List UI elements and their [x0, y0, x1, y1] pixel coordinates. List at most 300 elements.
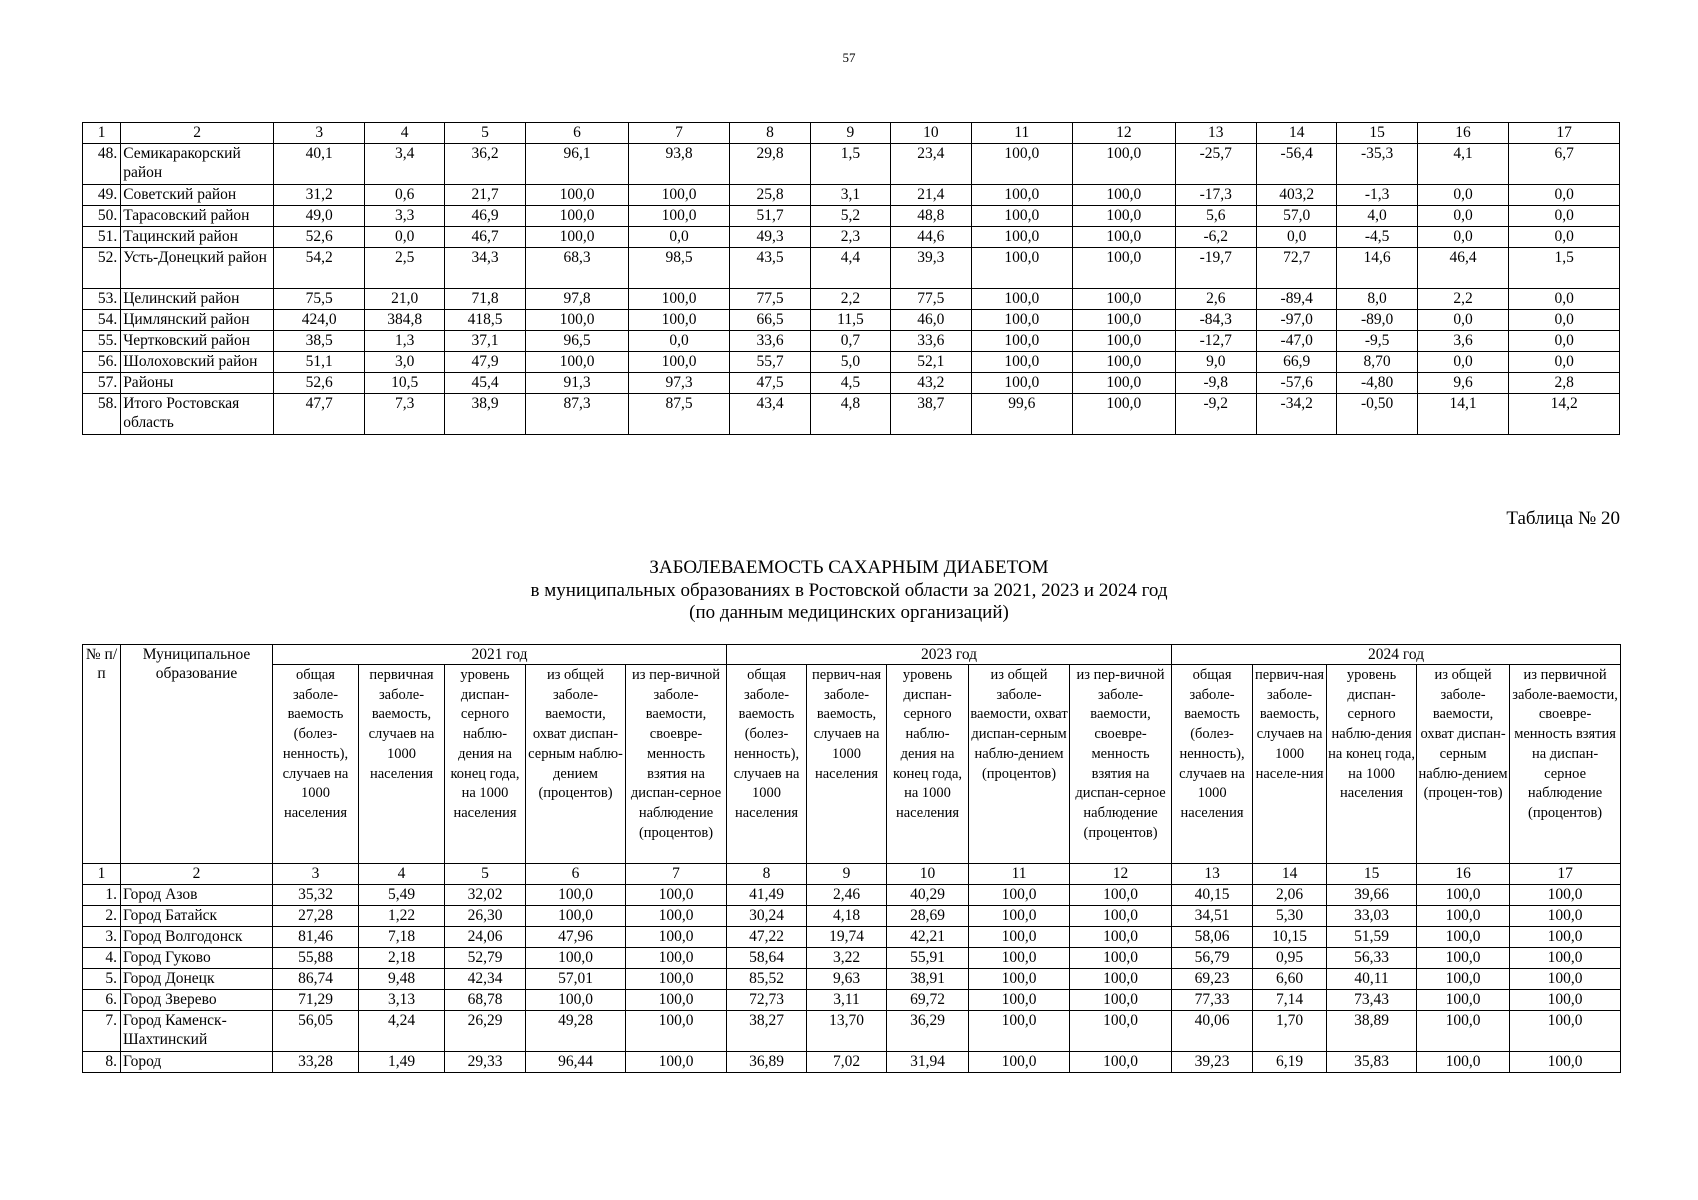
table-cell: 26,30 — [445, 906, 526, 927]
table-cell: 37,1 — [444, 331, 525, 352]
table-cell: 98,5 — [628, 248, 730, 289]
year-header: 2021 год — [273, 645, 727, 665]
table-cell: 55,88 — [273, 948, 359, 969]
table-cell: 100,0 — [971, 331, 1073, 352]
table-cell: 5,0 — [810, 352, 890, 373]
table-cell: 55,91 — [887, 948, 969, 969]
row-number: 48. — [83, 144, 121, 185]
table-cell: 6,60 — [1253, 969, 1327, 990]
table-cell: 100,0 — [1070, 1052, 1172, 1073]
table-cell: 100,0 — [626, 969, 727, 990]
table-cell: 100,0 — [969, 948, 1070, 969]
table-cell: 100,0 — [1073, 206, 1176, 227]
municipality-name: Город Каменск-Шахтинский — [121, 1011, 273, 1052]
table-cell: 100,0 — [1510, 1011, 1621, 1052]
table-row — [83, 906, 1621, 927]
table-cell: 100,0 — [971, 310, 1073, 331]
column-number: 11 — [969, 864, 1070, 885]
indicator-header: общая заболе-ваемость (болез-ненность), случаев на 1000 населения — [1172, 665, 1253, 864]
table-cell: 8,0 — [1337, 289, 1417, 310]
table-cell: 38,7 — [891, 394, 971, 435]
column-number: 8 — [730, 123, 810, 144]
column-number: 7 — [626, 864, 727, 885]
table-cell: 30,24 — [727, 906, 807, 927]
table-cell: 56,79 — [1172, 948, 1253, 969]
table-cell: 40,15 — [1172, 885, 1253, 906]
table-cell: 100,0 — [628, 352, 730, 373]
table-cell: 25,8 — [730, 185, 810, 206]
table-cell: 100,0 — [971, 289, 1073, 310]
indicator-header: из общей заболе-ваемости, охват диспан-серным наблю-дением (процентов) — [969, 665, 1070, 864]
row-number: 2. — [83, 906, 121, 927]
table-cell: 0,0 — [365, 227, 444, 248]
table-cell: 9,48 — [359, 969, 445, 990]
table-cell: 100,0 — [526, 206, 629, 227]
column-number: 16 — [1417, 864, 1510, 885]
table-cell: 46,9 — [444, 206, 525, 227]
table-cell: 100,0 — [1417, 1052, 1510, 1073]
table-cell: 100,0 — [1073, 248, 1176, 289]
table-cell: 100,0 — [971, 373, 1073, 394]
table-cell: 7,14 — [1253, 990, 1327, 1011]
table-cell: 100,0 — [1417, 885, 1510, 906]
column-number: 13 — [1172, 864, 1253, 885]
indicator-header: уровень диспан-серного наблю-дения на конец года, на 1000 населения — [887, 665, 969, 864]
row-number: 7. — [83, 1011, 121, 1052]
table-cell: 26,29 — [445, 1011, 526, 1052]
row-number: 3. — [83, 927, 121, 948]
table-cell: 58,64 — [727, 948, 807, 969]
table-cell: 4,24 — [359, 1011, 445, 1052]
table-cell: 100,0 — [1417, 927, 1510, 948]
row-number: 57. — [83, 373, 121, 394]
table-cell: -19,7 — [1175, 248, 1256, 289]
table-cell: 100,0 — [1073, 373, 1176, 394]
row-number: 53. — [83, 289, 121, 310]
table-cell: 51,7 — [730, 206, 810, 227]
table-cell: 68,78 — [445, 990, 526, 1011]
municipality-name: Итого Ростовская область — [121, 394, 274, 435]
table-cell: 49,3 — [730, 227, 810, 248]
table-cell: 100,0 — [1073, 331, 1176, 352]
table-cell: 69,23 — [1172, 969, 1253, 990]
table-cell: 424,0 — [273, 310, 364, 331]
table-cell: 100,0 — [1510, 1052, 1621, 1073]
table-row — [83, 927, 1621, 948]
municipality-name: Тацинский район — [121, 227, 274, 248]
table-cell: 91,3 — [526, 373, 629, 394]
row-number: 55. — [83, 331, 121, 352]
table-cell: 47,22 — [727, 927, 807, 948]
table-cell: 100,0 — [1070, 885, 1172, 906]
table-row — [83, 206, 1620, 227]
table-cell: 100,0 — [1070, 1011, 1172, 1052]
table-cell: 100,0 — [626, 1011, 727, 1052]
table-cell: 44,6 — [891, 227, 971, 248]
table-cell: 56,05 — [273, 1011, 359, 1052]
table-cell: 52,6 — [273, 227, 364, 248]
municipality-name: Город Гуково — [121, 948, 273, 969]
table-cell: 0,0 — [1417, 310, 1508, 331]
table-cell: 40,06 — [1172, 1011, 1253, 1052]
table-cell: 100,0 — [1070, 969, 1172, 990]
column-number-row — [83, 123, 1620, 144]
table-cell: 51,1 — [273, 352, 364, 373]
table-cell: 2,5 — [365, 248, 444, 289]
column-number: 15 — [1337, 123, 1417, 144]
table-cell: 403,2 — [1257, 185, 1337, 206]
row-number: 6. — [83, 990, 121, 1011]
year-header: 2023 год — [727, 645, 1172, 665]
table-cell: 100,0 — [1417, 969, 1510, 990]
table-cell: 100,0 — [626, 948, 727, 969]
table-cell: 49,28 — [526, 1011, 626, 1052]
table-cell: 56,33 — [1327, 948, 1417, 969]
column-number: 3 — [273, 123, 364, 144]
municipality-name: Районы — [121, 373, 274, 394]
table-cell: 9,63 — [807, 969, 887, 990]
row-number: 1. — [83, 885, 121, 906]
column-number: 3 — [273, 864, 359, 885]
table-cell: 0,0 — [1509, 185, 1620, 206]
table-cell: 77,5 — [891, 289, 971, 310]
table-row — [83, 310, 1620, 331]
table-cell: 81,46 — [273, 927, 359, 948]
table-cell: 100,0 — [626, 1052, 727, 1073]
municipality-name: Шолоховский район — [121, 352, 274, 373]
table-cell: 6,19 — [1253, 1052, 1327, 1073]
table-cell: 58,06 — [1172, 927, 1253, 948]
column-number: 5 — [445, 864, 526, 885]
table-cell: 7,18 — [359, 927, 445, 948]
table-cell: 24,06 — [445, 927, 526, 948]
table-cell: 100,0 — [626, 990, 727, 1011]
municipality-name: Город Азов — [121, 885, 273, 906]
table-cell: -9,5 — [1337, 331, 1417, 352]
table-cell: 40,1 — [273, 144, 364, 185]
table-cell: 4,4 — [810, 248, 890, 289]
indicator-header: первич-ная заболе-ваемость, случаев на 1000 населения — [807, 665, 887, 864]
municipality-name: Целинский район — [121, 289, 274, 310]
municipality-name: Чертковский район — [121, 331, 274, 352]
column-number: 13 — [1175, 123, 1256, 144]
table-cell: -4,5 — [1337, 227, 1417, 248]
table-cell: 100,0 — [1510, 948, 1621, 969]
row-number: 50. — [83, 206, 121, 227]
table-cell: 28,69 — [887, 906, 969, 927]
table-cell: 99,6 — [971, 394, 1073, 435]
column-number: 5 — [444, 123, 525, 144]
table-label: Таблица № 20 — [1506, 508, 1620, 529]
table-cell: 6,7 — [1509, 144, 1620, 185]
table-cell: 384,8 — [365, 310, 444, 331]
table-cell: -25,7 — [1175, 144, 1256, 185]
table-cell: 418,5 — [444, 310, 525, 331]
table-row — [83, 373, 1620, 394]
table-subtitle: в муниципальных образованиях в Ростовской области за 2021, 2023 и 2024 год — [530, 580, 1168, 601]
row-number: 5. — [83, 969, 121, 990]
table-row — [83, 227, 1620, 248]
table-cell: 100,0 — [969, 927, 1070, 948]
table-cell: 85,52 — [727, 969, 807, 990]
table-cell: 9,0 — [1175, 352, 1256, 373]
indicator-header: первичная заболе-ваемость, случаев на 1000 населения — [359, 665, 445, 864]
indicator-header: из пер-вичной заболе-ваемости, своевре-менность взятия на диспан-серное наблюдение (процентов) — [626, 665, 727, 864]
table-cell: 100,0 — [1510, 927, 1621, 948]
table-cell: 100,0 — [971, 185, 1073, 206]
table-cell: 100,0 — [969, 990, 1070, 1011]
table-cell: 3,4 — [365, 144, 444, 185]
table-cell: 0,0 — [1509, 310, 1620, 331]
table-cell: 100,0 — [628, 310, 730, 331]
table-cell: 100,0 — [628, 185, 730, 206]
table-cell: 52,79 — [445, 948, 526, 969]
column-number: 15 — [1327, 864, 1417, 885]
table-cell: 47,9 — [444, 352, 525, 373]
table-cell: 3,22 — [807, 948, 887, 969]
table-cell: 96,5 — [526, 331, 629, 352]
table-cell: 100,0 — [626, 906, 727, 927]
table-cell: 43,2 — [891, 373, 971, 394]
row-number: 58. — [83, 394, 121, 435]
row-number: 52. — [83, 248, 121, 289]
table-cell: 1,5 — [810, 144, 890, 185]
table-cell: 1,5 — [1509, 248, 1620, 289]
table-cell: 10,15 — [1253, 927, 1327, 948]
table-row — [83, 394, 1620, 435]
table-cell: 100,0 — [526, 352, 629, 373]
table-cell: 100,0 — [969, 1052, 1070, 1073]
table-cell: 75,5 — [273, 289, 364, 310]
table-cell: -57,6 — [1257, 373, 1337, 394]
table-cell: 2,6 — [1175, 289, 1256, 310]
table-row — [83, 990, 1621, 1011]
table-cell: 69,72 — [887, 990, 969, 1011]
table-cell: 100,0 — [1417, 990, 1510, 1011]
indicator-header: общая заболе-ваемость (болез-ненность), случаев на 1000 населения — [273, 665, 359, 864]
table-cell: -89,0 — [1337, 310, 1417, 331]
table-cell: 21,0 — [365, 289, 444, 310]
table-row — [83, 352, 1620, 373]
table-cell: 41,49 — [727, 885, 807, 906]
table-cell: 4,18 — [807, 906, 887, 927]
table-cell: -9,8 — [1175, 373, 1256, 394]
table-cell: -1,3 — [1337, 185, 1417, 206]
table-cell: 7,3 — [365, 394, 444, 435]
table-cell: 100,0 — [971, 227, 1073, 248]
table-cell: 100,0 — [1417, 948, 1510, 969]
table-cell: 0,6 — [365, 185, 444, 206]
table-cell: 100,0 — [1510, 885, 1621, 906]
table-cell: 0,0 — [1509, 206, 1620, 227]
table-cell: -84,3 — [1175, 310, 1256, 331]
table-cell: 100,0 — [526, 948, 626, 969]
table-cell: 47,7 — [273, 394, 364, 435]
column-number: 12 — [1070, 864, 1172, 885]
table-cell: 21,4 — [891, 185, 971, 206]
column-number: 10 — [891, 123, 971, 144]
table-cell: 97,3 — [628, 373, 730, 394]
table-cell: 3,1 — [810, 185, 890, 206]
table-cell: 100,0 — [971, 144, 1073, 185]
column-number: 9 — [810, 123, 890, 144]
table-cell: 42,21 — [887, 927, 969, 948]
table-cell: 100,0 — [969, 969, 1070, 990]
table-cell: 0,0 — [1509, 227, 1620, 248]
table-cell: 57,0 — [1257, 206, 1337, 227]
table-cell: 40,29 — [887, 885, 969, 906]
table-cell: 96,44 — [526, 1052, 626, 1073]
table-cell: 8,70 — [1337, 352, 1417, 373]
table-cell: 100,0 — [1073, 185, 1176, 206]
table-cell: 72,73 — [727, 990, 807, 1011]
table-cell: 100,0 — [1510, 990, 1621, 1011]
table-row — [83, 948, 1621, 969]
column-number: 6 — [526, 864, 626, 885]
table-cell: 0,0 — [1509, 331, 1620, 352]
table-cell: 23,4 — [891, 144, 971, 185]
table-cell: 68,3 — [526, 248, 629, 289]
municipality-column-header: Муниципальное образование — [121, 645, 273, 864]
table-cell: 36,89 — [727, 1052, 807, 1073]
table-cell: 3,13 — [359, 990, 445, 1011]
table-cell: -89,4 — [1257, 289, 1337, 310]
table-cell: 100,0 — [526, 310, 629, 331]
table-cell: 96,1 — [526, 144, 629, 185]
table-cell: 0,0 — [628, 331, 730, 352]
table-cell: 3,11 — [807, 990, 887, 1011]
table-cell: 87,5 — [628, 394, 730, 435]
table-cell: 49,0 — [273, 206, 364, 227]
table-cell: 40,11 — [1327, 969, 1417, 990]
table-cell: 2,06 — [1253, 885, 1327, 906]
table-cell: 3,0 — [365, 352, 444, 373]
table-cell: 36,29 — [887, 1011, 969, 1052]
municipality-name: Тарасовский район — [121, 206, 274, 227]
table-cell: 100,0 — [1073, 394, 1176, 435]
indicator-header-row — [83, 665, 1621, 864]
municipality-name: Усть-Донецкий район — [121, 248, 274, 289]
table-cell: 0,0 — [628, 227, 730, 248]
table-cell: 2,2 — [810, 289, 890, 310]
column-number: 2 — [121, 864, 273, 885]
table-cell: 1,49 — [359, 1052, 445, 1073]
table-cell: -6,2 — [1175, 227, 1256, 248]
table-cell: 0,7 — [810, 331, 890, 352]
indicator-header: уровень диспан-серного наблю-дения на конец года, на 1000 населения — [445, 665, 526, 864]
table-cell: 71,29 — [273, 990, 359, 1011]
table-cell: 97,8 — [526, 289, 629, 310]
table-cell: 38,91 — [887, 969, 969, 990]
table-cell: 47,96 — [526, 927, 626, 948]
table-cell: 5,2 — [810, 206, 890, 227]
table-cell: 51,59 — [1327, 927, 1417, 948]
table-cell: 4,1 — [1417, 144, 1508, 185]
table-cell: 33,28 — [273, 1052, 359, 1073]
table-cell: 100,0 — [526, 906, 626, 927]
table-cell: 27,28 — [273, 906, 359, 927]
table-cell: 1,3 — [365, 331, 444, 352]
table-cell: 36,2 — [444, 144, 525, 185]
table-cell: 100,0 — [526, 990, 626, 1011]
table-cell: 4,0 — [1337, 206, 1417, 227]
table-cell: 100,0 — [1073, 289, 1176, 310]
column-number: 14 — [1253, 864, 1327, 885]
table-cell: 100,0 — [626, 927, 727, 948]
year-header: 2024 год — [1172, 645, 1621, 665]
table-cell: 2,3 — [810, 227, 890, 248]
table-cell: 100,0 — [971, 352, 1073, 373]
municipality-name: Город Зверево — [121, 990, 273, 1011]
table-cell: 87,3 — [526, 394, 629, 435]
table-cell: 14,2 — [1509, 394, 1620, 435]
table-cell: 42,34 — [445, 969, 526, 990]
table-cell: 38,27 — [727, 1011, 807, 1052]
table-cell: -47,0 — [1257, 331, 1337, 352]
table-cell: 100,0 — [1417, 906, 1510, 927]
table-cell: 31,2 — [273, 185, 364, 206]
table-cell: 39,3 — [891, 248, 971, 289]
table-row — [83, 885, 1621, 906]
table-cell: 52,1 — [891, 352, 971, 373]
table-row — [83, 331, 1620, 352]
column-number: 6 — [526, 123, 629, 144]
table-cell: 5,6 — [1175, 206, 1256, 227]
table-cell: 77,5 — [730, 289, 810, 310]
table-cell: 38,5 — [273, 331, 364, 352]
municipality-name: Цимлянский район — [121, 310, 274, 331]
table-cell: 100,0 — [628, 206, 730, 227]
column-number: 10 — [887, 864, 969, 885]
table-cell: 100,0 — [526, 185, 629, 206]
indicator-header: из общей заболе-ваемости, охват диспан-серным наблю-дением (процентов) — [526, 665, 626, 864]
table-cell: 100,0 — [1073, 227, 1176, 248]
table-cell: 11,5 — [810, 310, 890, 331]
table-cell: 100,0 — [626, 885, 727, 906]
table-cell: 45,4 — [444, 373, 525, 394]
indicator-header: уровень диспан-серного наблю-дения на конец года, на 1000 населения — [1327, 665, 1417, 864]
table-cell: 2,18 — [359, 948, 445, 969]
table-cell: 39,66 — [1327, 885, 1417, 906]
table-cell: 100,0 — [1070, 927, 1172, 948]
indicator-header: первич-ная заболе-ваемость, случаев на 1000 населе-ния — [1253, 665, 1327, 864]
row-number: 4. — [83, 948, 121, 969]
table-cell: 71,8 — [444, 289, 525, 310]
column-number: 9 — [807, 864, 887, 885]
table-cell: 0,95 — [1253, 948, 1327, 969]
table-cell: 100,0 — [1070, 906, 1172, 927]
municipality-name: Советский район — [121, 185, 274, 206]
table-cell: 29,8 — [730, 144, 810, 185]
municipality-name: Город Волгодонск — [121, 927, 273, 948]
table-cell: 35,83 — [1327, 1052, 1417, 1073]
table-cell: 39,23 — [1172, 1052, 1253, 1073]
column-number: 8 — [727, 864, 807, 885]
table-row — [83, 1011, 1621, 1052]
table-cell: 33,6 — [891, 331, 971, 352]
municipality-name: Город Батайск — [121, 906, 273, 927]
table-cell: 33,03 — [1327, 906, 1417, 927]
column-number: 4 — [365, 123, 444, 144]
number-column-header: № п/п — [83, 645, 121, 864]
table-cell: 100,0 — [971, 248, 1073, 289]
table-cell: 3,6 — [1417, 331, 1508, 352]
table-cell: 31,94 — [887, 1052, 969, 1073]
column-number: 7 — [628, 123, 730, 144]
table-cell: 5,30 — [1253, 906, 1327, 927]
table-cell: 100,0 — [1510, 969, 1621, 990]
page-number: 57 — [842, 50, 856, 65]
